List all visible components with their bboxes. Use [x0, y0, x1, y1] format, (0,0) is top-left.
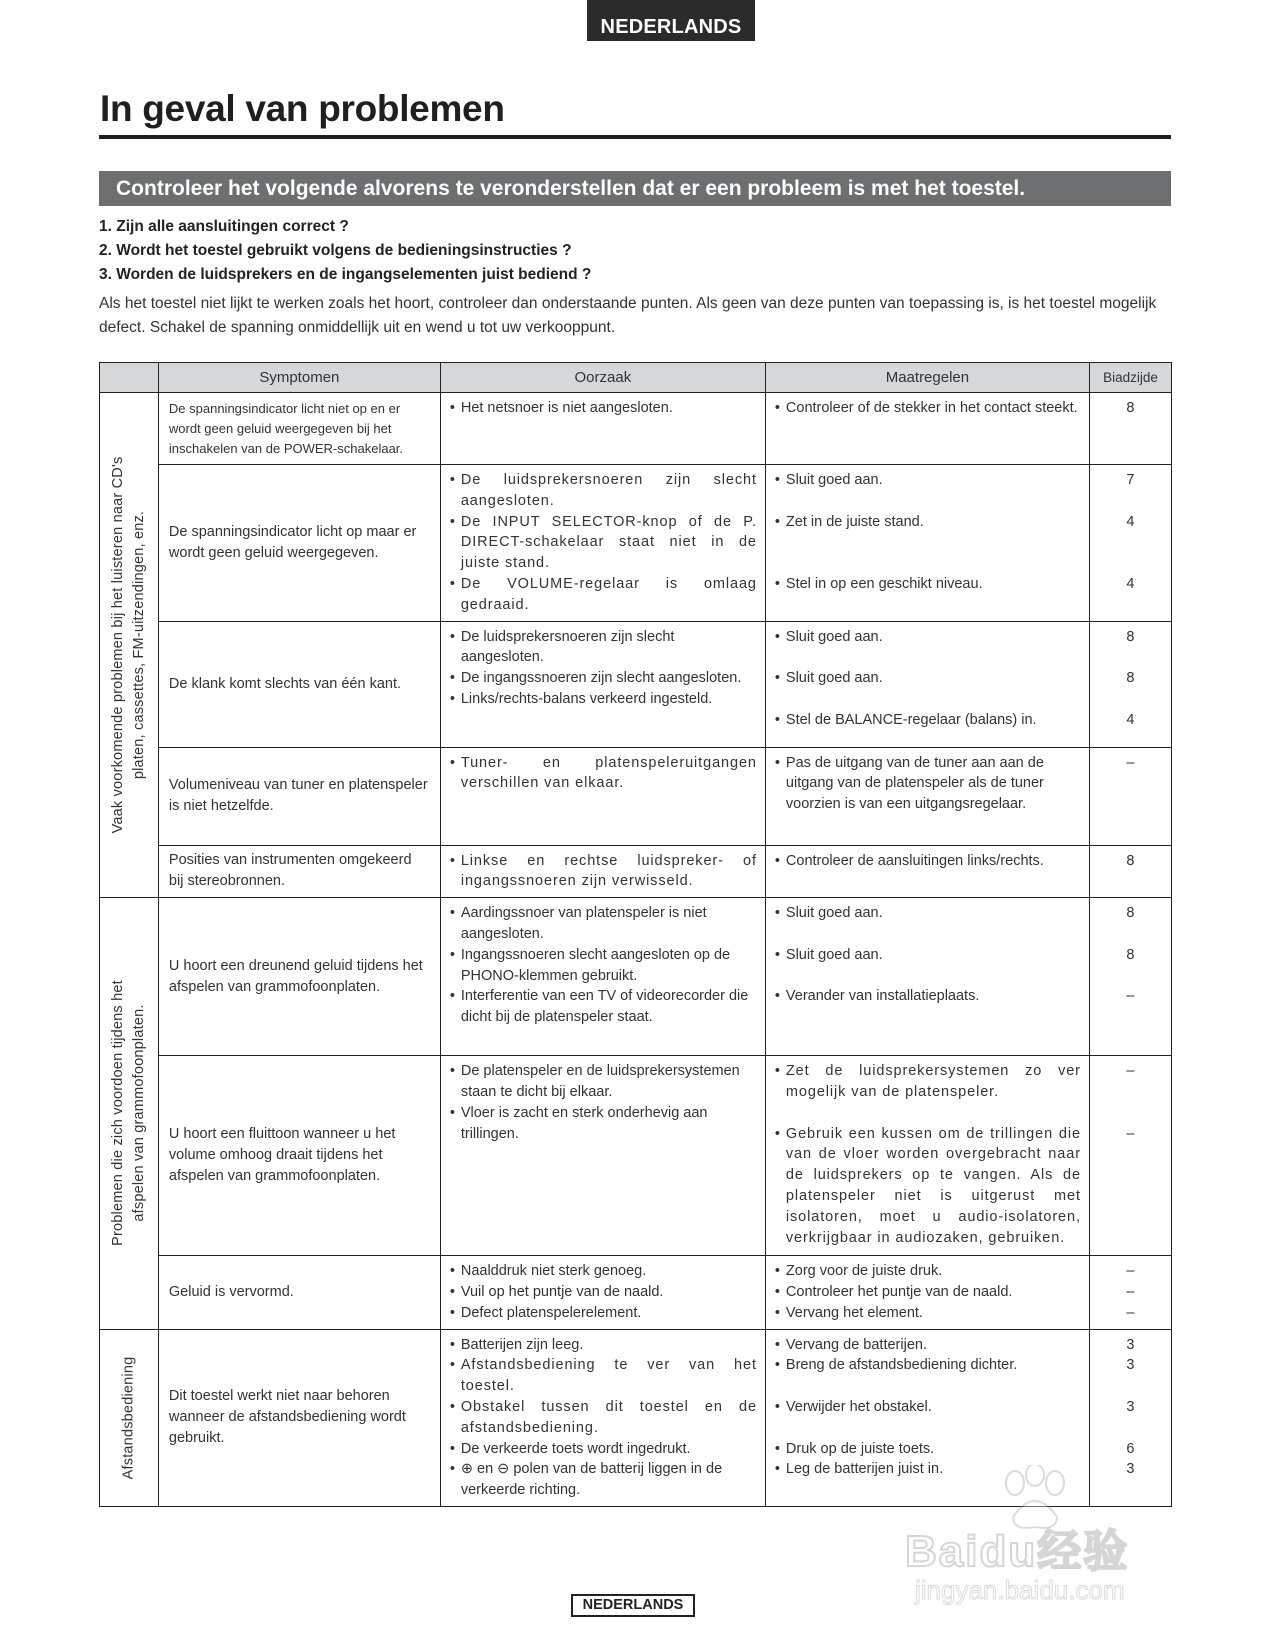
bullet-item: • Leg de batterijen juist in. — [774, 1461, 944, 1478]
symptom-cell: Posities van instrumenten omgekeerd bij stereobronnen. — [158, 845, 440, 898]
intro-paragraph: Als het toestel niet lijkt te werken zoals het hoort, controleer dan onderstaande punten. Als geen van deze punten van toepassing is, is het toestel mogelijk defect. Schakel de spanning onmiddellijk uit en wend u tot uw verkooppunt. — [99, 295, 1157, 336]
bullet-item: • Verwijder het obstakel. — [774, 1398, 932, 1415]
section-banner: Controleer het volgende alvorens te veronderstellen dat er een probleem is met het toestel. — [99, 171, 1171, 206]
header-remedies: Maatregelen — [765, 363, 1089, 393]
checklist-item: 1. Zijn alle aansluitingen correct ? — [99, 218, 349, 235]
bullet-item: • Het netsnoer is niet aangesloten. — [449, 400, 673, 416]
page-cell: – — [1089, 747, 1171, 845]
remedy-cell — [765, 1056, 1089, 1256]
category-cell — [100, 393, 159, 898]
bullet-item: • Breng de afstandsbediening dichter. — [774, 1357, 1018, 1374]
bullet-item: • Druk op de juiste toets. — [774, 1440, 935, 1457]
bullet-item: • Verander van installatieplaats. — [774, 988, 980, 1005]
remedy-cell — [765, 845, 1089, 898]
page-cell: 8 — [1089, 845, 1171, 898]
bullet-item: • Controleer de aansluitingen links/rechts. — [774, 852, 1044, 869]
cause-cell — [440, 465, 765, 622]
bullet-item: • De verkeerde toets wordt ingedrukt. — [449, 1440, 691, 1457]
bullet-item: • Afstandsbediening te ver van het toestel. — [449, 1357, 757, 1395]
bullet-item: • Interferentie van een TV of videorecorder die dicht bij de platenspeler staat. — [449, 988, 749, 1026]
symptom-cell: U hoort een fluittoon wanneer u het volume omhoog draait tijdens het afspelen van grammofoonplaten. — [158, 1056, 440, 1256]
category-label: Vaak voorkomende problemen bij het luisteren naar CD's platen, cassettes, FM-uitzendingen, enz. — [109, 456, 147, 834]
bullet-item: • Ingangssnoeren slecht aangesloten op de PHONO-klemmen gebruikt. — [449, 946, 731, 984]
header-symptoms: Symptomen — [158, 363, 440, 393]
bullet-item: • ⊕ en ⊖ polen van de batterij liggen in de verkeerde richting. — [449, 1461, 723, 1499]
checklist-item: 2. Wordt het toestel gebruikt volgens de bedieningsinstructies ? — [99, 242, 572, 259]
table-row — [100, 1056, 1172, 1256]
bullet-item: • Vloer is zacht en sterk onderhevig aan trillingen. — [449, 1104, 708, 1142]
symptom-cell: U hoort een dreunend geluid tijdens het afspelen van grammofoonplaten. — [158, 898, 440, 1056]
language-tab: NEDERLANDS — [587, 0, 755, 41]
watermark — [905, 1465, 1185, 1605]
cause-cell — [440, 747, 765, 845]
checklist-item: 3. Worden de luidsprekers en de ingangselementen juist bediend ? — [99, 266, 592, 283]
remedy-cell — [765, 747, 1089, 845]
bullet-item: • Zet in de juiste stand. — [774, 513, 924, 530]
watermark-url: jingyan.baidu.com — [915, 1575, 1125, 1605]
page-cell: – – – — [1089, 1256, 1171, 1329]
page-cell: 8 8 – — [1089, 898, 1171, 1056]
cause-cell — [440, 393, 765, 465]
bullet-item: • Tuner- en platenspeleruitgangen verschillen van elkaar. — [449, 754, 757, 792]
bullet-item: • Sluit goed aan. — [774, 905, 883, 922]
table-row — [100, 845, 1172, 898]
symptom-cell: Geluid is vervormd. — [158, 1256, 440, 1329]
header-cause: Oorzaak — [440, 363, 765, 393]
cause-cell — [440, 898, 765, 1056]
bullet-item: • Zet de luidsprekersystemen zo ver mogelijk van de platenspeler. — [774, 1063, 1081, 1100]
symptom-cell: Dit toestel werkt niet naar behoren wanneer de afstandsbediening wordt gebruikt. — [158, 1329, 440, 1506]
watermark-brand: Baidu经验 — [905, 1527, 1130, 1576]
remedy-cell — [765, 393, 1089, 465]
bullet-item: • Batterijen zijn leeg. — [449, 1336, 584, 1353]
page-cell: – – — [1089, 1056, 1171, 1256]
symptom-cell: De spanningsindicator licht op maar er wordt geen geluid weergegeven. — [158, 465, 440, 622]
troubleshooting-table — [99, 362, 1172, 1507]
category-label: Afstandsbediening — [120, 1356, 137, 1480]
table-row — [100, 621, 1172, 747]
table-row — [100, 393, 1172, 465]
symptom-cell: De spanningsindicator licht niet op en er wordt geen geluid weergegeven bij het inschakelen van de POWER-schakelaar. — [158, 393, 440, 465]
bullet-item: • Sluit goed aan. — [774, 670, 883, 687]
table-row — [100, 898, 1172, 1056]
remedy-cell — [765, 621, 1089, 747]
bullet-item: • De INPUT SELECTOR-knop of de P. DIRECT-schakelaar staat niet in de juiste stand. — [449, 513, 757, 572]
bullet-item: • De ingangssnoeren zijn slecht aangesloten. — [449, 670, 742, 687]
bullet-item: • Links/rechts-balans verkeerd ingesteld. — [449, 690, 713, 707]
category-cell — [100, 898, 159, 1329]
category-cell — [100, 1329, 159, 1506]
bullet-item: • Naalddruk niet sterk genoeg. — [449, 1263, 647, 1280]
symptom-cell: De klank komt slechts van één kant. — [158, 621, 440, 747]
cause-cell — [440, 1056, 765, 1256]
page-title: In geval van problemen — [100, 88, 505, 129]
table-row — [100, 1256, 1172, 1329]
footer-language-label: NEDERLANDS — [571, 1594, 695, 1617]
bullet-item: • Sluit goed aan. — [774, 946, 883, 963]
bullet-item: • De platenspeler en de luidsprekersystemen staan te dicht bij elkaar. — [449, 1063, 740, 1100]
page-cell: 7 4 4 — [1089, 465, 1171, 622]
remedy-cell — [765, 465, 1089, 622]
bullet-item: • Aardingssnoer van platenspeler is niet aangesloten. — [449, 905, 707, 942]
bullet-item: • Sluit goed aan. — [774, 628, 883, 645]
bullet-item: • Gebruik een kussen om de trillingen die van de vloer worden overgebracht naar de luidsprekers op te vangen. Als de platenspeler niet is uitgerust met isolatoren, moet u audio-isolatoren, verkrijgbaar in audiozaken, gebruiken. — [774, 1125, 1081, 1246]
bullet-item: • Vervang het element. — [774, 1304, 923, 1321]
checklist — [99, 215, 591, 287]
header-category — [100, 363, 159, 393]
bullet-item: • Controleer of de stekker in het contact steekt. — [774, 400, 1078, 416]
table-row — [100, 465, 1172, 622]
remedy-cell — [765, 1256, 1089, 1329]
symptom-cell: Volumeniveau van tuner en platenspeler is niet hetzelfde. — [158, 747, 440, 845]
bullet-item: • Zorg voor de juiste druk. — [774, 1263, 943, 1280]
bullet-item: • Stel in op een geschikt niveau. — [774, 575, 983, 592]
bullet-item: • Vuil op het puntje van de naald. — [449, 1283, 664, 1300]
bullet-item: • De VOLUME-regelaar is omlaag gedraaid. — [449, 575, 757, 613]
bullet-item: • Pas de uitgang van de tuner aan aan de uitgang van de platenspeler als de tuner voorzien is van een uitgangsregelaar. — [774, 754, 1044, 813]
table-row — [100, 747, 1172, 845]
bullet-item: • De luidsprekersnoeren zijn slecht aangesloten. — [449, 628, 675, 666]
remedy-cell — [765, 898, 1089, 1056]
category-label: Problemen die zich voordoen tijdens het afspelen van grammofoonplaten. — [109, 980, 147, 1247]
header-page: Biadzijde — [1089, 363, 1171, 393]
bullet-item: • Obstakel tussen dit toestel en de afstandsbediening. — [449, 1398, 757, 1436]
table-header-row — [100, 363, 1172, 393]
page-cell: 8 8 4 — [1089, 621, 1171, 747]
cause-cell — [440, 621, 765, 747]
bullet-item: • De luidsprekersnoeren zijn slecht aangesloten. — [449, 472, 757, 509]
bullet-item: • Linkse en rechtse luidspreker- of ingangssnoeren zijn verwisseld. — [449, 852, 757, 890]
bullet-item: • Controleer het puntje van de naald. — [774, 1283, 1013, 1300]
cause-cell — [440, 1329, 765, 1506]
bullet-item: • Sluit goed aan. — [774, 472, 883, 488]
title-divider — [99, 135, 1171, 139]
cause-cell — [440, 845, 765, 898]
page-cell: 3 3 3 6 3 — [1089, 1329, 1171, 1506]
bullet-item: • Vervang de batterijen. — [774, 1336, 927, 1353]
cause-cell — [440, 1256, 765, 1329]
page-cell: 8 — [1089, 393, 1171, 465]
bullet-item: • Defect platenspelerelement. — [449, 1304, 642, 1321]
bullet-item: • Stel de BALANCE-regelaar (balans) in. — [774, 711, 1037, 728]
